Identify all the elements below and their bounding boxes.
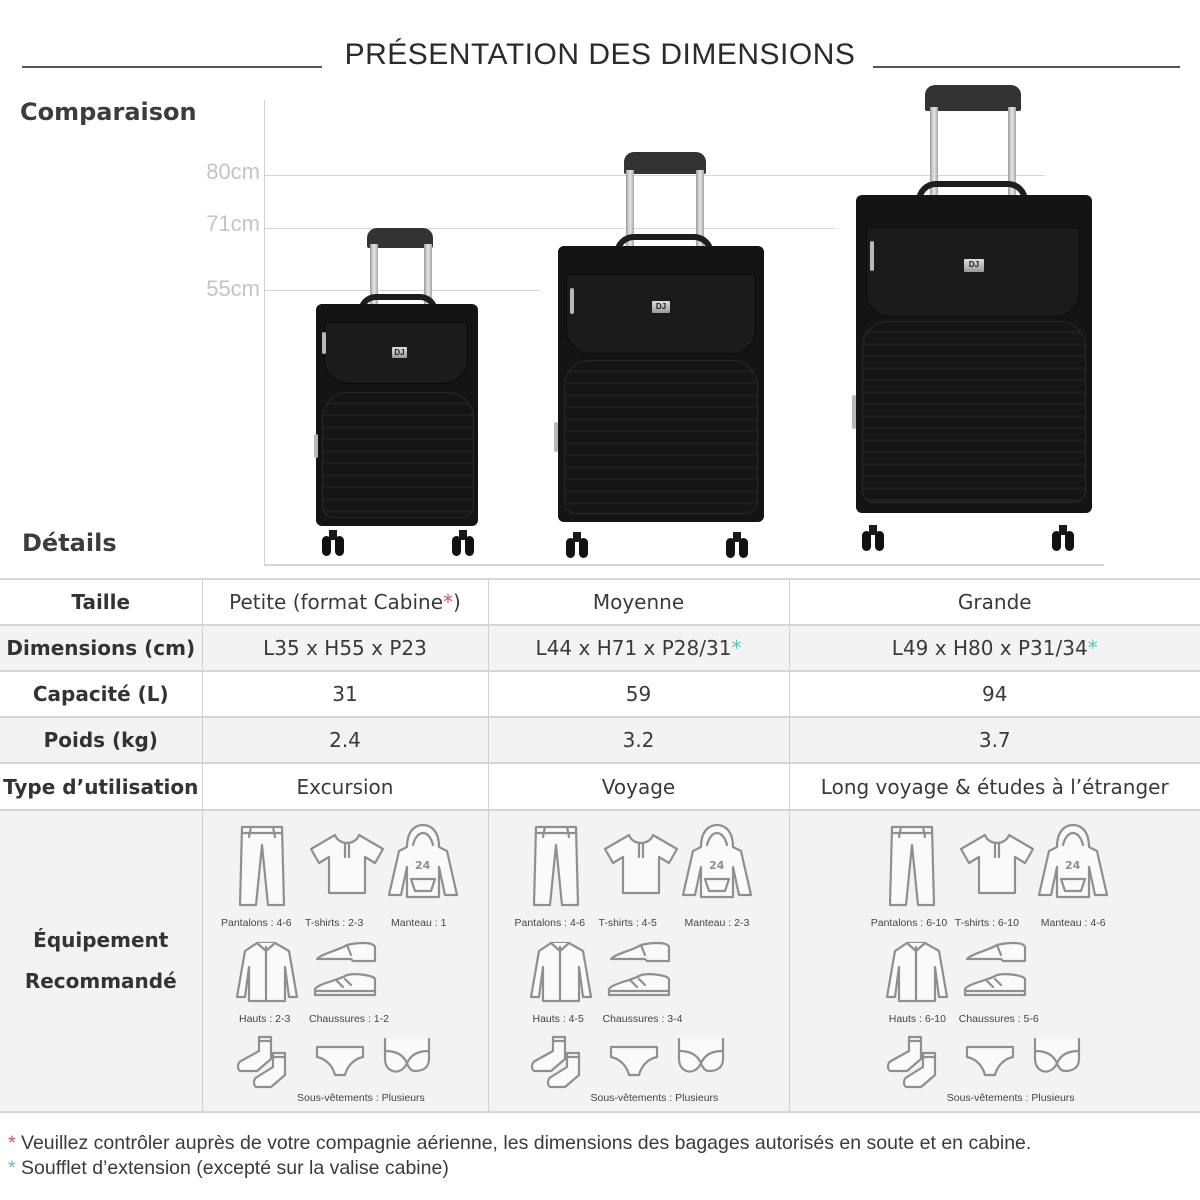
- row-header-line: Recommandé: [24, 969, 177, 993]
- top-pocket: [566, 274, 756, 354]
- pants-icon: [887, 823, 937, 914]
- row-header-type: Type d’utilisation: [0, 763, 202, 810]
- label-manteau: Manteau : 1: [391, 917, 447, 929]
- cell-taille-moyenne: Moyenne: [488, 579, 789, 625]
- brand-logo: DJ: [392, 347, 407, 358]
- table-row-equipement: [0, 810, 1200, 1112]
- cell-type-moyenne: Voyage: [488, 763, 789, 810]
- row-header-dimensions: Dimensions (cm): [0, 625, 202, 671]
- row-header-capacite: Capacité (L): [0, 671, 202, 717]
- cell-poids-petite: 2.4: [202, 717, 488, 763]
- tick-label-71: 71cm: [206, 211, 260, 236]
- hoodie-number: 24: [415, 859, 431, 872]
- tshirt-icon: [601, 831, 681, 902]
- briefs-icon: [607, 1043, 661, 1082]
- equipment-panel: [514, 811, 759, 1111]
- cell-taille-grande: Grande: [789, 579, 1200, 625]
- cell-text: L49 x H80 x P31/34: [891, 636, 1088, 660]
- shirt-icon: [527, 939, 593, 1010]
- page-title: PRÉSENTATION DES DIMENSIONS: [344, 38, 856, 71]
- wheel-icon: [726, 532, 748, 558]
- dress-shoe-icon: [607, 939, 673, 972]
- briefs-icon: [963, 1043, 1017, 1082]
- label-chaussures: Chaussures : 3-4: [602, 1013, 683, 1025]
- bra-icon: [379, 1035, 435, 1082]
- wheel-icon: [452, 530, 474, 556]
- footnote-expansion: [8, 1157, 449, 1180]
- table-row-type: [0, 763, 1200, 810]
- equipment-panel: [870, 811, 1115, 1111]
- footnote-star-teal: *: [8, 1157, 16, 1179]
- tick-label-80: 80cm: [206, 159, 260, 184]
- section-details: Détails: [22, 529, 117, 557]
- dress-shoe-icon: [963, 939, 1029, 972]
- cell-equipement-moyenne: [488, 810, 789, 1112]
- footnote-text: Soufflet d’extension (excepté sur la valise cabine): [21, 1157, 449, 1179]
- suitcase-large: [852, 85, 1097, 569]
- tshirt-icon: [957, 831, 1037, 902]
- cell-equipement-grande: [789, 810, 1200, 1112]
- telescopic-handle-icon: [925, 85, 1021, 111]
- cell-taille-petite: [202, 579, 488, 625]
- shirt-icon: [233, 939, 299, 1010]
- label-sous-vetements: Sous-vêtements : Plusieurs: [946, 1092, 1075, 1104]
- tick-label-55: 55cm: [206, 276, 260, 301]
- sneaker-icon: [605, 971, 673, 1006]
- title-rule-right: [873, 66, 1180, 68]
- label-pantalons: Pantalons : 6-10: [870, 917, 948, 929]
- label-sous-vetements: Sous-vêtements : Plusieurs: [590, 1092, 719, 1104]
- bra-icon: [673, 1035, 729, 1082]
- brand-logo: DJ: [652, 301, 670, 313]
- front-pocket: [322, 392, 474, 518]
- footnote-star-teal: *: [1087, 636, 1098, 660]
- table-row-capacite: [0, 671, 1200, 717]
- label-chaussures: Chaussures : 5-6: [958, 1013, 1039, 1025]
- label-hauts: Hauts : 6-10: [888, 1013, 946, 1025]
- socks-icon: [235, 1033, 293, 1094]
- hoodie-number: 24: [708, 859, 724, 872]
- zipper-pull: [570, 288, 574, 314]
- table-row-taille: [0, 579, 1200, 625]
- zipper-pull: [554, 422, 558, 452]
- row-header-line: Équipement: [33, 928, 169, 952]
- cell-capacite-moyenne: 59: [488, 671, 789, 717]
- front-pocket: [862, 321, 1086, 503]
- brand-logo: DJ: [964, 259, 984, 272]
- label-tshirts: T-shirts : 6-10: [954, 917, 1019, 929]
- wheel-icon: [1052, 525, 1074, 551]
- hoodie-icon: [679, 821, 755, 906]
- cell-dimensions-grande: [789, 625, 1200, 671]
- pants-icon: [237, 823, 287, 914]
- front-pocket: [564, 360, 758, 514]
- footnote-star-red: *: [8, 1132, 16, 1154]
- equipment-panel: [221, 811, 465, 1111]
- suitcase-body: [856, 195, 1092, 513]
- bra-icon: [1029, 1035, 1085, 1082]
- top-pocket: [866, 227, 1080, 317]
- wheel-icon: [566, 532, 588, 558]
- dress-shoe-icon: [313, 939, 379, 972]
- hoodie-number: 24: [1064, 859, 1081, 872]
- footnote-text: Veuillez contrôler auprès de votre compagnie aérienne, les dimensions des bagages autorisés en soute et en cabine.: [21, 1132, 1032, 1154]
- section-comparison: Comparaison: [20, 98, 197, 126]
- shirt-icon: [883, 939, 949, 1010]
- socks-icon: [529, 1033, 587, 1094]
- cell-capacite-grande: 94: [789, 671, 1200, 717]
- label-pantalons: Pantalons : 4-6: [221, 917, 292, 929]
- hoodie-icon: [1035, 821, 1111, 906]
- label-manteau: Manteau : 4-6: [1040, 917, 1106, 929]
- zipper-pull: [852, 395, 856, 429]
- cell-capacite-petite: 31: [202, 671, 488, 717]
- table-row-poids: [0, 717, 1200, 763]
- footnote-star-red: *: [443, 590, 454, 614]
- suitcase-body: [316, 304, 478, 526]
- label-pantalons: Pantalons : 4-6: [514, 917, 586, 929]
- zipper-pull: [322, 332, 326, 354]
- label-hauts: Hauts : 2-3: [239, 1013, 291, 1025]
- label-sous-vetements: Sous-vêtements : Plusieurs: [297, 1092, 425, 1104]
- label-manteau: Manteau : 2-3: [684, 917, 750, 929]
- label-hauts: Hauts : 4-5: [532, 1013, 584, 1025]
- footnote-star-teal: *: [731, 636, 742, 660]
- suitcase-body: [558, 246, 764, 522]
- zipper-pull: [870, 241, 874, 271]
- cell-text: ): [453, 590, 461, 614]
- suitcase-medium: [556, 152, 771, 570]
- row-header-taille: Taille: [0, 579, 202, 625]
- socks-icon: [885, 1033, 943, 1094]
- row-header-equipement: [0, 810, 202, 1112]
- cell-dimensions-moyenne: [488, 625, 789, 671]
- table-row-dimensions: [0, 625, 1200, 671]
- cell-poids-moyenne: 3.2: [488, 717, 789, 763]
- suitcase-small: [314, 228, 484, 568]
- cell-dimensions-petite: L35 x H55 x P23: [202, 625, 488, 671]
- spec-table: [0, 578, 1200, 1113]
- briefs-icon: [313, 1043, 367, 1082]
- y-axis: [264, 100, 265, 565]
- cell-poids-grande: 3.7: [789, 717, 1200, 763]
- label-tshirts: T-shirts : 2-3: [305, 917, 364, 929]
- wheel-icon: [322, 530, 344, 556]
- row-header-poids: Poids (kg): [0, 717, 202, 763]
- cell-type-grande: Long voyage & études à l’étranger: [789, 763, 1200, 810]
- footnote-airline: [8, 1132, 1031, 1155]
- label-chaussures: Chaussures : 1-2: [309, 1013, 389, 1025]
- label-tshirts: T-shirts : 4-5: [598, 917, 657, 929]
- zipper-pull: [314, 434, 318, 458]
- cell-text: Petite (format Cabine: [229, 590, 444, 614]
- sneaker-icon: [311, 971, 379, 1006]
- tshirt-icon: [307, 831, 387, 902]
- cell-type-petite: Excursion: [202, 763, 488, 810]
- sneaker-icon: [961, 971, 1029, 1006]
- cell-equipement-petite: [202, 810, 488, 1112]
- telescopic-handle-icon: [624, 152, 706, 174]
- wheel-icon: [862, 525, 884, 551]
- cell-text: L44 x H71 x P28/31: [535, 636, 732, 660]
- hoodie-icon: [385, 821, 461, 906]
- pants-icon: [531, 823, 581, 914]
